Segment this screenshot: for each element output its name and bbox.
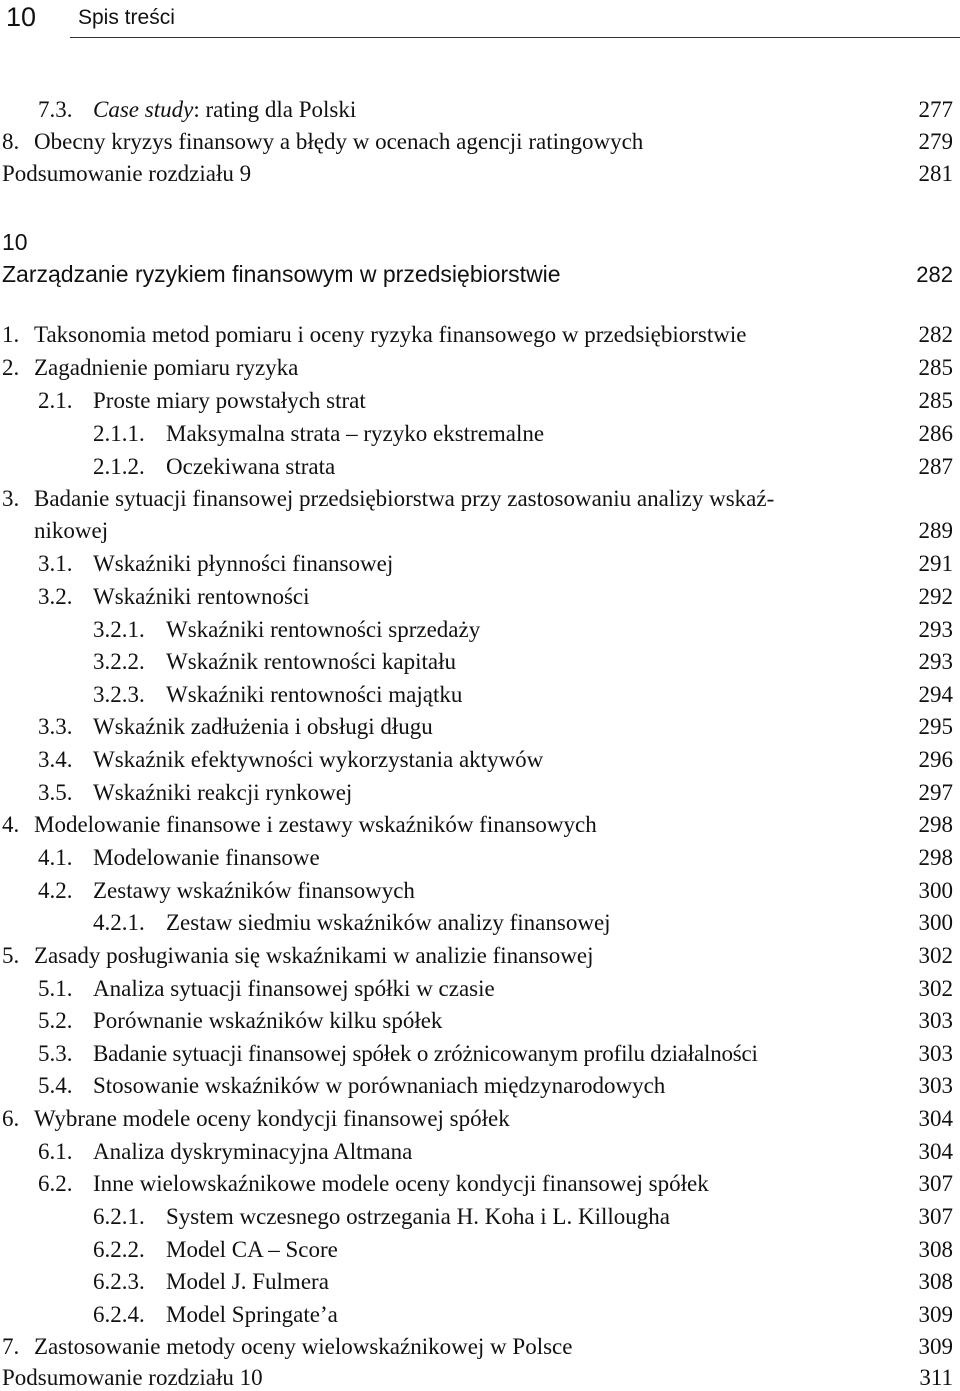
toc-entry-page: 308 — [918, 1237, 953, 1262]
toc-entry-number: 1. — [2, 322, 20, 347]
toc-entry-title: Podsumowanie rozdziału 10 — [2, 1365, 263, 1390]
toc-entry-number: 7.3. — [38, 97, 73, 122]
toc-entry-title: Analiza sytuacji finansowej spółki w czasie — [93, 976, 495, 1001]
toc-entry-page: 303 — [918, 1073, 953, 1098]
toc-entry-number: 3.2. — [38, 584, 73, 609]
header-rule — [70, 37, 960, 38]
toc-entry-title-cont: nikowej — [34, 518, 109, 543]
toc-entry-title: Zestawy wskaźników finansowych — [93, 878, 415, 903]
toc-entry-number: 3.3. — [38, 714, 73, 739]
toc-entry-number: 3.1. — [38, 551, 73, 576]
toc-entry-page: 293 — [918, 617, 953, 642]
header-title: Spis treści — [78, 6, 175, 29]
toc-entry-number: 3.2.1. — [93, 617, 145, 642]
toc-entry-title: Wskaźnik efektywności wykorzystania aktywów — [93, 747, 544, 772]
toc-entry-page: 287 — [918, 454, 953, 479]
toc-entry-number: 2.1.2. — [93, 454, 145, 479]
toc-entry-title: Wskaźniki płynności finansowej — [93, 551, 394, 576]
toc-entry-number: 4.1. — [38, 845, 73, 870]
toc-entry-number: 3.2.2. — [93, 649, 145, 674]
toc-entry-number: 2.1. — [38, 388, 73, 413]
toc-entry-page: 300 — [918, 878, 953, 903]
toc-entry-number: 4.2. — [38, 878, 73, 903]
toc-entry-number: 3. — [2, 486, 20, 511]
toc-entry-number: 6.2. — [38, 1171, 73, 1196]
toc-entry-number: 6.2.2. — [93, 1237, 145, 1262]
toc-entry-number: 5.2. — [38, 1008, 73, 1033]
toc-entry-number: 3.4. — [38, 747, 73, 772]
toc-entry-title: Wskaźnik rentowności kapitału — [166, 649, 456, 674]
toc-entry-title: Modelowanie finansowe — [93, 845, 320, 870]
toc-entry-title: Wskaźniki reakcji rynkowej — [93, 780, 353, 805]
toc-entry-title: System wczesnego ostrzegania H. Koha i L. Killougha — [166, 1204, 670, 1229]
toc-entry-page: 292 — [918, 584, 953, 609]
toc-entry-page: 294 — [918, 682, 953, 707]
toc-entry-number: 5.1. — [38, 976, 73, 1001]
toc-entry-number: 3.5. — [38, 780, 73, 805]
toc-entry-page: 308 — [918, 1269, 953, 1294]
toc-entry-page: 286 — [918, 421, 953, 446]
toc-entry-number: 6.1. — [38, 1139, 73, 1164]
toc-entry-page: 279 — [918, 129, 953, 154]
toc-entry-page: 298 — [918, 845, 953, 870]
toc-entry-title: Wskaźnik zadłużenia i obsługi długu — [93, 714, 433, 739]
header-page-number: 10 — [6, 2, 37, 32]
toc-entry-page: 307 — [918, 1204, 953, 1229]
toc-entry-page: 285 — [918, 388, 953, 413]
toc-entry-title: Zestaw siedmiu wskaźników analizy finansowej — [166, 910, 611, 935]
toc-entry-page: 307 — [918, 1171, 953, 1196]
toc-entry-title: Taksonomia metod pomiaru i oceny ryzyka finansowego w przedsiębiorstwie — [34, 322, 747, 347]
toc-entry-title: Zastosowanie metody oceny wielowskaźnikowej w Polsce — [34, 1334, 573, 1359]
toc-entry-number: 6.2.1. — [93, 1204, 145, 1229]
toc-entry-title: Wskaźniki rentowności sprzedaży — [166, 617, 481, 642]
toc-entry-page: 296 — [918, 747, 953, 772]
toc-entry-number: 5. — [2, 943, 20, 968]
toc-entry-page: 304 — [918, 1106, 953, 1131]
toc-entry-title: Podsumowanie rozdziału 9 — [2, 161, 252, 186]
toc-entry-page: 281 — [918, 161, 953, 186]
running-header — [0, 0, 960, 40]
toc-entry-title: Oczekiwana strata — [166, 454, 336, 479]
toc-entry-page: 311 — [919, 1365, 953, 1390]
toc-entry-title: Model CA – Score — [166, 1237, 338, 1262]
toc-entry-title: Analiza dyskryminacyjna Altmana — [93, 1139, 413, 1164]
toc-entry-number: 2. — [2, 355, 20, 380]
chapter-page: 282 — [916, 262, 953, 287]
toc-entry-number: 8. — [2, 129, 20, 154]
toc-entry-number: 6.2.3. — [93, 1269, 145, 1294]
toc-entry-page: 277 — [918, 97, 953, 122]
toc-entry-title: Porównanie wskaźników kilku spółek — [93, 1008, 443, 1033]
toc-entry-page: 289 — [918, 518, 953, 543]
toc-entry-page: 302 — [918, 943, 953, 968]
toc-entry-title: Wybrane modele oceny kondycji finansowej spółek — [34, 1106, 510, 1131]
toc-entry-page: 298 — [918, 812, 953, 837]
toc-entry-page: 304 — [918, 1139, 953, 1164]
toc-entry-title: Badanie sytuacji finansowej przedsiębiorstwa przy zastosowaniu analizy wskaź- — [34, 486, 775, 511]
toc-entry-number: 3.2.3. — [93, 682, 145, 707]
toc-entry-page: 302 — [918, 976, 953, 1001]
toc-entry-title: Modelowanie finansowe i zestawy wskaźników finansowych — [34, 812, 597, 837]
toc-entry-page: 303 — [918, 1041, 953, 1066]
toc-entry-number: 6. — [2, 1106, 20, 1131]
toc-entry-number: 7. — [2, 1334, 20, 1359]
toc-entry-title: Badanie sytuacji finansowej spółek o zróżnicowanym profilu działalności — [93, 1041, 758, 1066]
toc-entry-title: Model J. Fulmera — [166, 1269, 329, 1294]
toc-entry-page: 291 — [918, 551, 953, 576]
toc-entry-title: Model Springate’a — [166, 1302, 338, 1327]
toc-entry-page: 297 — [918, 780, 953, 805]
toc-entry-title: Inne wielowskaźnikowe modele oceny kondycji finansowej spółek — [93, 1171, 709, 1196]
toc-entry-number: 2.1.1. — [93, 421, 145, 446]
toc-entry-page: 285 — [918, 355, 953, 380]
toc-entry-number: 5.3. — [38, 1041, 73, 1066]
toc-entry-page: 300 — [918, 910, 953, 935]
toc-entry-number: 4.2.1. — [93, 910, 145, 935]
toc-entry-title: Wskaźniki rentowności majątku — [166, 682, 463, 707]
toc-entry-number: 6.2.4. — [93, 1302, 145, 1327]
toc-entry-title: Zasady posługiwania się wskaźnikami w analizie finansowej — [34, 943, 594, 968]
toc-entry-title: Proste miary powstałych strat — [93, 388, 366, 413]
toc-entry-title: Maksymalna strata – ryzyko ekstremalne — [166, 421, 545, 446]
toc-entry-title: Stosowanie wskaźników w porównaniach międzynarodowych — [93, 1073, 666, 1098]
toc-entry-title: Obecny kryzys finansowy a błędy w ocenach agencji ratingowych — [34, 129, 644, 154]
toc-entry-page: 303 — [918, 1008, 953, 1033]
toc-entry-number: 5.4. — [38, 1073, 73, 1098]
toc-entry-page: 309 — [918, 1302, 953, 1327]
chapter-title: Zarządzanie ryzykiem finansowym w przedsiębiorstwie — [2, 261, 561, 287]
chapter-number: 10 — [2, 229, 28, 255]
toc-entry-page: 309 — [918, 1334, 953, 1359]
toc-entry-title: Case study: rating dla Polski — [93, 97, 357, 122]
toc-entry-page: 293 — [918, 649, 953, 674]
toc-entry-number: 4. — [2, 812, 20, 837]
toc-entry-title: Wskaźniki rentowności — [93, 584, 310, 609]
toc-entry-page: 282 — [918, 322, 953, 347]
toc-entry-title: Zagadnienie pomiaru ryzyka — [34, 355, 299, 380]
toc-entry-page: 295 — [918, 714, 953, 739]
